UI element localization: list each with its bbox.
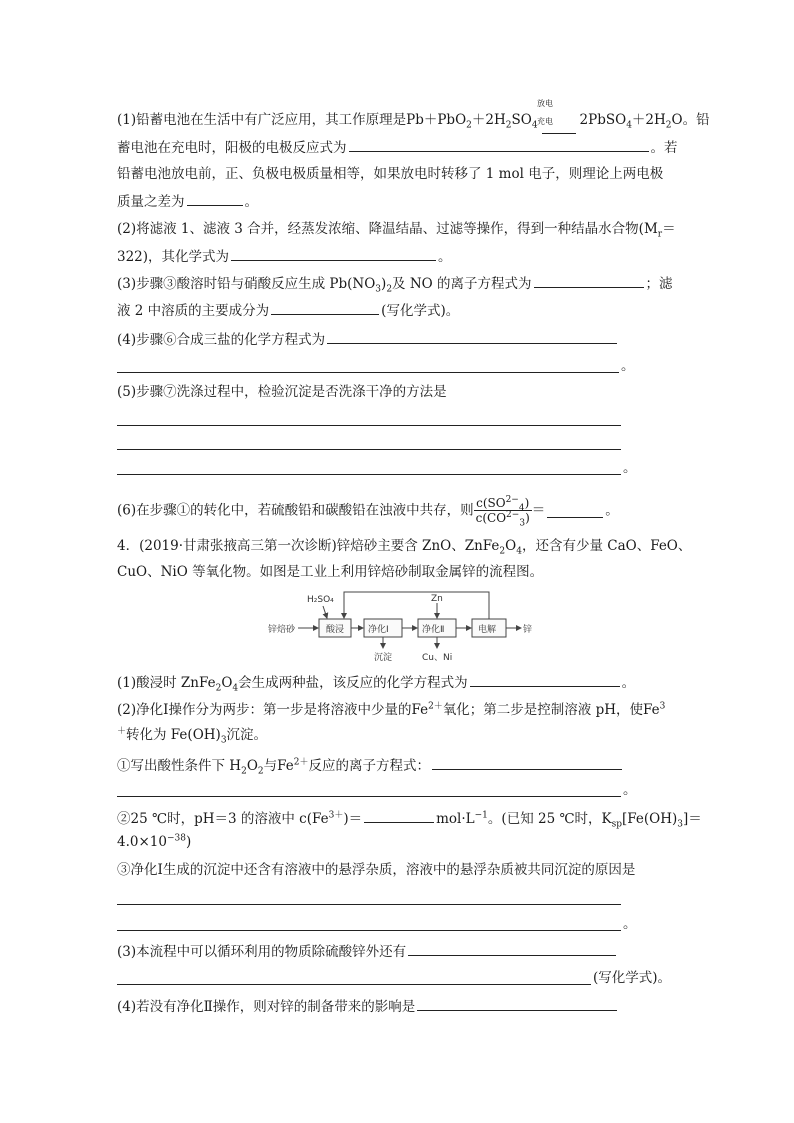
answer-blank[interactable]	[271, 300, 379, 315]
answer-blank[interactable]	[349, 137, 649, 152]
q5-line1: (5)步骤⑦洗涤过程中，检验沉淀是否洗涤干净的方法是	[117, 384, 447, 400]
s2-q1-text-d: 反应的离子方程式：	[308, 758, 430, 774]
concentration-ratio: $\frac{c(SO^{2-}_4)}{c(CO^{2-}_3)}$	[475, 495, 530, 529]
s3-line1	[117, 941, 618, 961]
s2-line2: ＋转化为 $Fe(OH)_3$沉淀。	[117, 726, 268, 746]
answer-line[interactable]	[117, 425, 621, 426]
s1-text-c: 会生成两种盐，该反应的化学方程式为	[238, 675, 468, 691]
q1-text-d: 2PbSO	[579, 112, 627, 128]
q2-line2-end: 。	[438, 249, 452, 265]
s2-q2-ksp: 4.0×10	[117, 834, 167, 850]
ratio-denominator: c(CO	[475, 511, 507, 525]
q4-end: 。	[621, 358, 635, 374]
q2-text: (2)将滤液 1、滤液 3 合并，经蒸发浓缩、降温结晶、过滤等操作，得到一种结晶水合物(M	[117, 221, 658, 237]
zinc-process-flowchart	[255, 588, 535, 666]
s3-text: (3)本流程中可以循环利用的物质除硫酸锌外还有	[117, 944, 407, 960]
q1-text-e: ＋2H	[631, 112, 666, 128]
answer-blank[interactable]	[432, 755, 622, 770]
q3-text-c: 及 NO 的离子方程式为	[392, 276, 532, 292]
flow-start-label: 锌焙砂	[268, 625, 296, 635]
s2-q1-text-c: 与Fe	[263, 758, 294, 774]
s2-q2-text: ②25 ℃时，pH＝3 的溶液中 c(Fe	[117, 811, 329, 827]
q3-line1: (3)步骤③酸溶时铅与硝酸反应生成 $Pb(NO_3)_2$及 NO 的离子方程式为 ；滤	[117, 273, 673, 293]
s1-end: 。	[621, 675, 636, 691]
q1-line4-end: 。	[244, 194, 258, 210]
s2-q2-text-d: 。(已知 25 ℃时，K	[487, 811, 612, 827]
s2-q2-unit: mol·L	[436, 811, 475, 827]
answer-line[interactable]	[117, 474, 621, 475]
s2-q2-text-e: [Fe(OH)	[622, 811, 678, 827]
precipitate-label: 沉淀	[374, 653, 393, 663]
q6-equals: ＝	[531, 502, 546, 519]
ratio-numerator: c(SO	[476, 496, 506, 510]
q6-line1	[117, 492, 619, 528]
s2-text-d: 沉淀。	[226, 727, 268, 743]
q6-end: 。	[605, 502, 619, 519]
s2-q3-line: ③净化Ⅰ生成的沉淀中还含有溶液中的悬浮杂质，溶液中的悬浮杂质被共同沉淀的原因是	[117, 862, 636, 878]
s4-line1	[117, 996, 619, 1016]
s2-line1: (2)净化Ⅰ操作分为两步：第一步是将溶液中少量的$Fe^{2+}$氧化；第二步是控制溶液 pH，使Fe$^3$	[117, 701, 666, 718]
q3-text: (3)步骤③酸溶时铅与硝酸反应生成 Pb(NO	[117, 276, 376, 292]
answer-blank[interactable]	[231, 246, 436, 261]
q1-text-f: O。铅	[671, 112, 710, 128]
answer-blank[interactable]	[327, 329, 617, 344]
q3-line2	[117, 300, 459, 320]
q5-end: 。	[623, 460, 637, 476]
s1-line1: (1)酸浸时 $ZnFe_2O_4$会生成两种盐，该反应的化学方程式为 。	[117, 672, 635, 692]
arrow-label-charge: 充电	[537, 117, 553, 126]
answer-blank[interactable]	[408, 941, 616, 956]
s1-text: (1)酸浸时 ZnFe	[117, 675, 216, 691]
cu-ni-label: Cu、Ni	[422, 653, 453, 663]
answer-blank[interactable]	[364, 808, 434, 823]
q1-anode-prompt: 蓄电池在充电时，阳极的电极反应式为	[117, 140, 347, 156]
s2-q2-text-f: ]＝	[683, 811, 702, 827]
acid-leach-label: 酸浸	[326, 625, 345, 635]
purify-2-label: 净化Ⅱ	[422, 625, 445, 635]
answer-line[interactable]	[117, 796, 621, 797]
q2-line2	[117, 246, 452, 266]
p4-line2: CuO、NiO 等氧化物。如图是工业上利用锌焙砂制取金属锌的流程图。	[117, 564, 544, 580]
s2-q2-text-h: )	[185, 834, 192, 850]
answer-blank[interactable]	[187, 191, 243, 206]
q4-text: (4)步骤⑥合成三盐的化学方程式为	[117, 332, 326, 348]
s4-text: (4)若没有净化Ⅱ操作，则对锌的制备带来的影响是	[117, 999, 416, 1015]
q2-text-b: ＝	[662, 221, 676, 237]
recycle-arrow	[344, 592, 489, 619]
s2-q3-end: 。	[623, 916, 637, 932]
answer-blank[interactable]	[547, 503, 603, 518]
p4-text-c: ，还含有少量 CaO、FeO、	[521, 538, 692, 554]
p4-text-b: O	[505, 538, 517, 554]
s2-q2-line1: ②25 ℃时，pH＝3 的溶液中 $c(Fe^{3+})= mol\cdot L^{-1}$。(已知 25 ℃时，$K_{sp}[Fe(OH)_3]=$	[117, 808, 702, 828]
s2-q1-end: 。	[623, 782, 637, 798]
s2-text: (2)净化Ⅰ操作分为两步：第一步是将溶液中少量的Fe	[117, 702, 429, 718]
s2-q1-text-b: O	[246, 758, 258, 774]
q1-line4	[117, 191, 258, 211]
answer-line[interactable]	[117, 449, 621, 450]
s2-text-c: 转化为 Fe(OH)	[126, 727, 221, 743]
acid-label: H₂SO₄	[307, 595, 334, 605]
q1-line2	[117, 137, 678, 157]
q1-mass-prompt: 质量之差为	[117, 194, 185, 210]
s2-text-b: 氧化；第二步是控制溶液 pH，使Fe	[442, 702, 660, 718]
answer-line[interactable]	[117, 984, 591, 985]
acid-input-arrow	[323, 606, 327, 618]
q1-text-a: (1)铅蓄电池在生活中有广泛应用，其工作原理是Pb＋PbO	[117, 112, 467, 128]
s1-text-b: O	[221, 675, 233, 691]
q3-line2-end: (写化学式)。	[381, 303, 460, 319]
q3-text-b: )	[381, 276, 387, 292]
s2-q1-text: ①写出酸性条件下 H	[117, 758, 242, 774]
s2-q2-text-b: )＝	[343, 811, 363, 827]
purify-1-label: 净化Ⅰ	[368, 625, 389, 635]
q4-line1	[117, 329, 619, 349]
q1-line2-end: 。若	[650, 140, 678, 156]
q2-formula-prompt: 322)，其化学式为	[117, 249, 230, 265]
answer-line[interactable]	[117, 372, 619, 373]
arrow-label-discharge: 放电	[537, 99, 553, 108]
zn-label: Zn	[431, 594, 443, 604]
answer-blank[interactable]	[417, 996, 617, 1011]
p4-line1: 4．(2019·甘肃张掖高三第一次诊断)锌焙砂主要含 ZnO、$ZnFe_2O_4$，还含有少量 CaO、FeO、	[117, 538, 692, 557]
answer-blank[interactable]	[534, 273, 644, 288]
answer-blank[interactable]	[470, 672, 620, 687]
q1-text-c: SO	[511, 112, 532, 128]
answer-line[interactable]	[117, 904, 621, 905]
flow-end-label: 锌	[523, 625, 533, 635]
q2-line1: (2)将滤液 1、滤液 3 合并，经蒸发浓缩、降温结晶、过滤等操作，得到一种结晶水合物($M_r=$	[117, 221, 676, 240]
q3-line1-end: ；滤	[645, 276, 673, 292]
p4-text: 4．(2019·甘肃张掖高三第一次诊断)锌焙砂主要含 ZnO、ZnFe	[117, 538, 500, 554]
answer-line[interactable]	[117, 930, 621, 931]
q1-line1: (1)铅蓄电池在生活中有广泛应用，其工作原理是$Pb+PbO_2+2H_2SO_4$ $2PbSO_4+2H_2O$。铅	[117, 111, 710, 129]
s2-q1-line: ①写出酸性条件下 $H_2O_2$与$Fe^{2+}$反应的离子方程式：	[117, 755, 624, 775]
q3-solute-prompt: 液 2 中溶质的主要成分为	[117, 303, 270, 319]
q1-text-b: ＋2H	[471, 112, 506, 128]
q6-text: (6)在步骤①的转化中，若硫酸铅和碳酸铅在浊液中共存，则	[117, 502, 474, 519]
electrolysis-label: 电解	[478, 625, 497, 635]
s2-q2-line2: $4.0\times 10^{-38}$)	[117, 833, 192, 850]
q1-line3: 铅蓄电池放电前，正、负极电极质量相等，如果放电时转移了 1 mol 电子，则理论上两电极	[117, 166, 664, 182]
s3-end: (写化学式)。	[593, 970, 672, 986]
